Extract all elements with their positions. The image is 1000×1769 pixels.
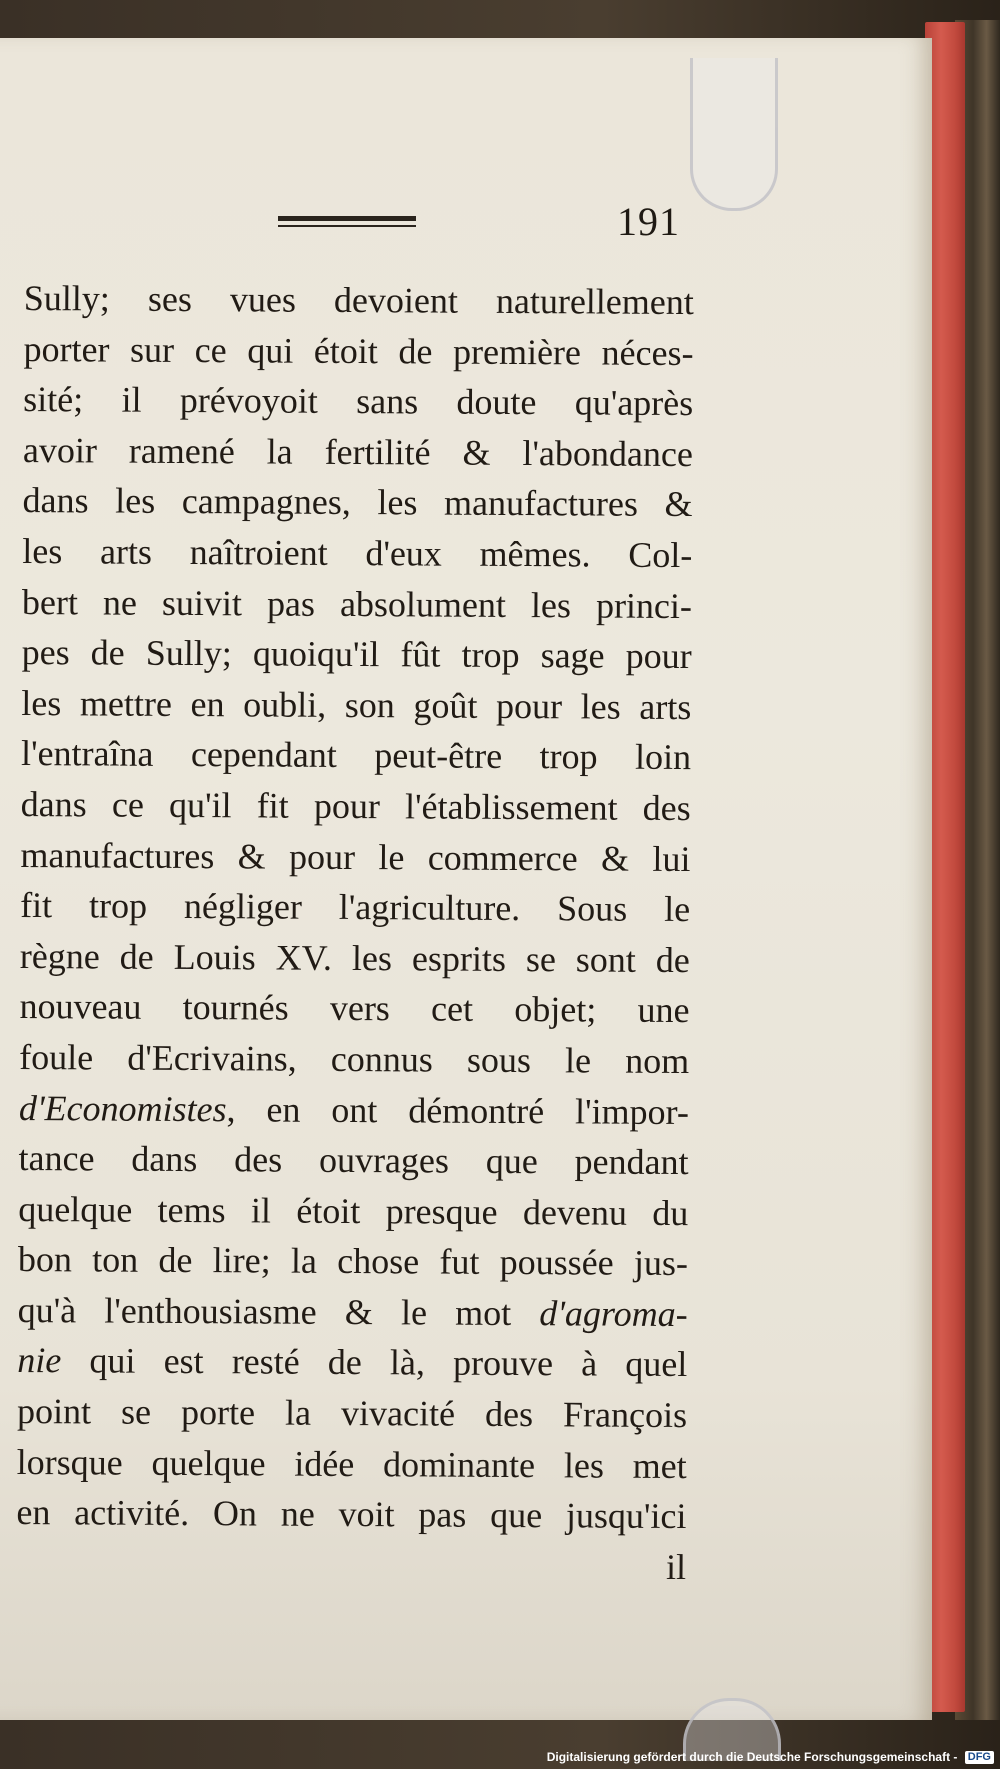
line-text: sité; il prévoyoit sans doute qu'après (23, 379, 694, 424)
page-number: 191 (617, 199, 680, 244)
italic-text: d'Economistes (18, 1087, 227, 1129)
book-page (0, 38, 932, 1720)
text-line (22, 577, 692, 632)
text-line (18, 1184, 688, 1239)
text-line (19, 981, 689, 1036)
dfg-logo: DFG (965, 1751, 994, 1764)
text-line (21, 728, 691, 783)
line-text: nouveau tournés vers cet objet; une (19, 986, 690, 1031)
text-line (18, 1133, 688, 1188)
line-text: qui est resté de là, prouve à quel (61, 1340, 688, 1385)
italic-text: nie (17, 1340, 62, 1381)
line-text: point se porte la vivacité des François (16, 1391, 688, 1436)
text-line (16, 1487, 686, 1542)
line-text: pes de Sully; quoiqu'il fût trop sage pour (21, 632, 692, 677)
line-text: dans les campagnes, les manufactures & (22, 480, 693, 525)
line-text: qu'à l'enthousiasme & le mot (17, 1289, 540, 1334)
text-line (21, 779, 691, 834)
line-text: l'entraîna cependant peut-être trop loin (20, 733, 692, 778)
text-line (17, 1335, 687, 1390)
credit-text: Digitalisierung gefördert durch die Deutsche Forschungsgemeinschaft - (546, 1750, 958, 1764)
text-line (23, 374, 693, 429)
text-line (17, 1437, 687, 1492)
line-text: Sully; ses vues devoient naturellement (23, 277, 694, 323)
digitization-credit (547, 1750, 994, 1764)
line-text: règne de Louis XV. les esprits se sont de (19, 935, 690, 980)
text-line (20, 830, 690, 885)
header-rule-thin (278, 225, 416, 227)
text-line (22, 526, 692, 581)
catchword: il (665, 1546, 687, 1587)
body-text (16, 273, 694, 1593)
line-text: , en ont démontré l'impor- (226, 1088, 690, 1132)
line-text: dans ce qu'il fit pour l'établissement des (20, 783, 691, 829)
text-line (22, 627, 692, 682)
text-line (20, 931, 690, 986)
line-text: porter sur ce qui étoit de première néces- (23, 328, 694, 373)
line-text: les mettre en oubli, son goût pour les arts (21, 682, 692, 727)
line-text: les arts naîtroient d'eux mêmes. Col- (22, 530, 693, 576)
text-line (20, 880, 690, 935)
text-line (23, 425, 693, 480)
text-line (17, 1386, 687, 1441)
text-line (24, 273, 694, 328)
text-line (19, 1082, 689, 1137)
text-line (19, 1032, 689, 1087)
text-line (18, 1285, 688, 1340)
line-text: foule d'Ecrivains, connus sous le nom (19, 1036, 690, 1081)
line-text: quelque tems il étoit presque devenu du (18, 1188, 689, 1233)
line-text: bon ton de lire; la chose fut poussée jus- (17, 1239, 689, 1284)
page-clip-top (690, 58, 778, 211)
line-text: tance dans des ouvrages que pendant (18, 1138, 689, 1183)
line-text: lorsque quelque idée dominante les met (16, 1441, 687, 1486)
text-line (21, 678, 691, 733)
line-text: en activité. On ne voit pas que jusqu'ici (16, 1492, 687, 1537)
line-text: bert ne suivit pas absolument les princi- (21, 581, 693, 626)
line-text: manufactures & pour le commerce & lui (20, 834, 691, 879)
line-text: fit trop négliger l'agriculture. Sous le (20, 885, 691, 930)
text-line (18, 1234, 688, 1289)
text-line (23, 324, 693, 379)
italic-text: d'agroma- (539, 1293, 688, 1334)
text-line (22, 475, 692, 530)
line-text: avoir ramené la fertilité & l'abondance (22, 429, 694, 474)
header-rule (278, 216, 416, 221)
